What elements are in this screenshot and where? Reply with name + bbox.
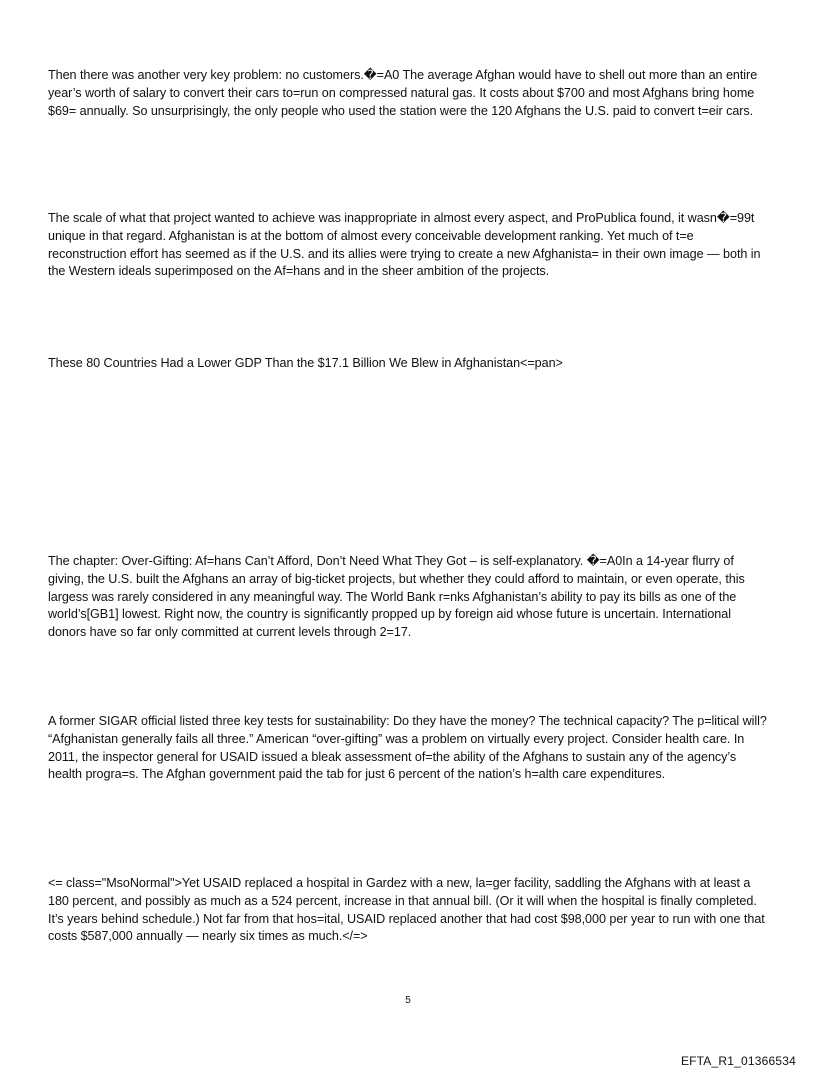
page-number: 5 <box>405 995 411 1006</box>
body-paragraph-3: These 80 Countries Had a Lower GDP Than the $17.1 Billion We Blew in Afghanistan<=pan> <box>48 356 563 370</box>
body-paragraph-6: <= class="MsoNormal">Yet USAID replaced a hospital in Gardez with a new, la=ger facility, saddling the Afghans with at least a 180 percent, and possibly as much as a 524 percent, increase in that annual bill. (Or it will when the hospital is finally completed. It’s years behind schedule.) Not far from that hos=ital, USAID replaced another that had cost $98,000 per year to run with one that costs $587,000 annually — nearly six times as much.</=> <box>48 876 765 944</box>
body-paragraph-5: A former SIGAR official listed three key tests for sustainability: Do they have the money? The technical capacity? The p=litical will? “Afghanistan generally fails all three.” American “over-gifting” was a problem on virtually every project. Consider health care. In 2011, the inspector general for USAID issued a bleak assessment of=the ability of the Afghans to sustain any of the agency’s health progra=s. The Afghan government paid the tab for just 6 percent of the nation’s h=alth care expenditures. <box>48 714 767 782</box>
document-id: EFTA_R1_01366534 <box>680 1054 796 1068</box>
body-paragraph-1: Then there was another very key problem: no customers.�=A0 The average Afghan would have to shell out more than an entire year’s worth of salary to convert their cars to=run on compressed natural gas. It costs about $700 and most Afghans bring home $69= annually. So unsurprisingly, the only people who used the station were the 120 Afghans the U.S. paid to convert t=eir cars. <box>48 68 758 118</box>
body-paragraph-4: The chapter: Over-Gifting: Af=hans Can’t Afford, Don’t Need What They Got – is self-explanatory. �=A0In a 14-year flurry of giving, the U.S. built the Afghans an array of big-ticket projects, but whether they could afford to maintain, or even operate, this largess was rarely considered in any meaningful way. The World Bank r=nks Afghanistan’s ability to pay its bills as one of the world’s[GB1] lowest. Right now, the country is significantly propped up by foreign aid whose future is uncertain. International donors have so far only committed at current levels through 2=17. <box>48 554 745 640</box>
body-paragraph-2: The scale of what that project wanted to achieve was inappropriate in almost every aspect, and ProPublica found, it wasn�=99t unique in that regard. Afghanistan is at the bottom of almost every conceivable development ranking. Yet much of t=e reconstruction effort has seemed as if the U.S. and its allies were trying to create a new Afghanista= in their own image — both in the Western ideals superimposed on the Af=hans and in the sheer ambition of the projects. <box>48 211 761 279</box>
